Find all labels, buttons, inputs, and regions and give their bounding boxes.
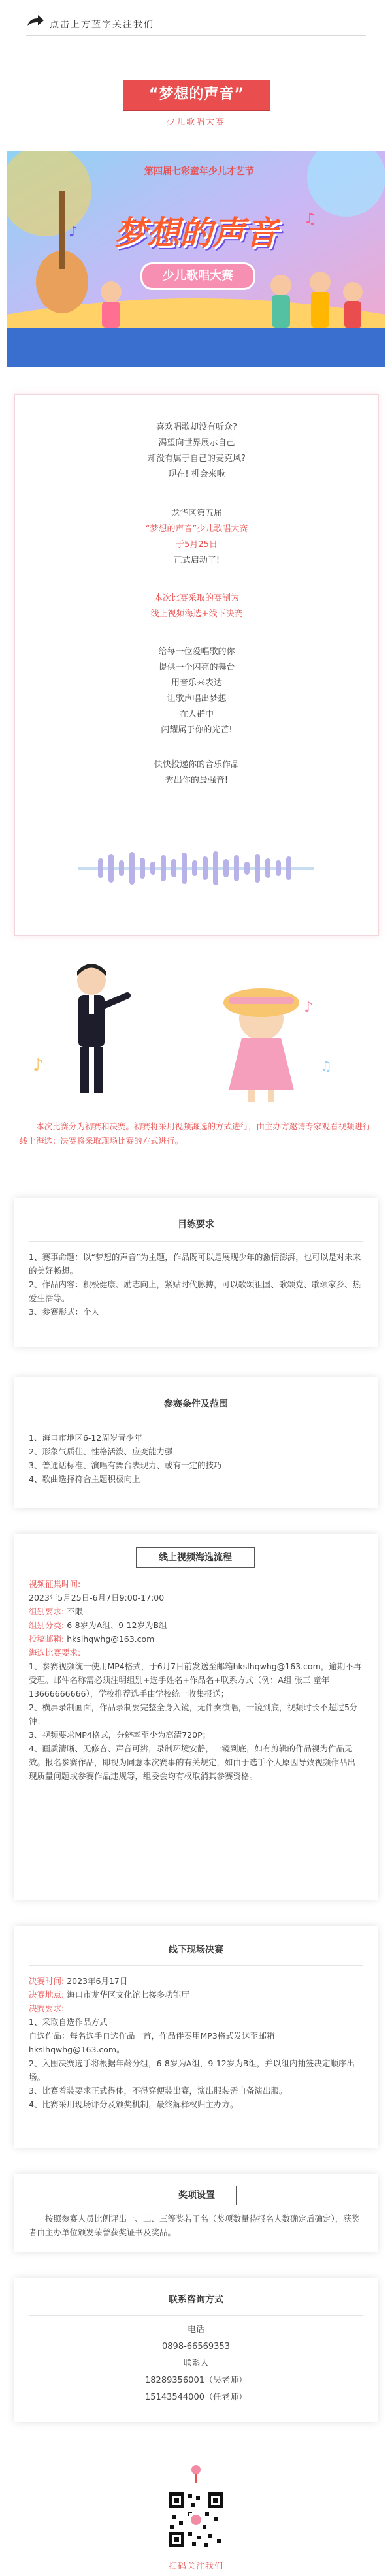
share-arrow-icon xyxy=(26,14,44,27)
contact-list xyxy=(14,2321,378,2406)
event-banner xyxy=(7,151,385,367)
follow-text: 点击上方蓝字关注我们 xyxy=(50,20,154,30)
svg-text:♫: ♫ xyxy=(320,1058,332,1074)
section-online-card xyxy=(14,1534,378,1900)
list-item: 3、视频要求MP4格式，分辨率至少为高清720P； xyxy=(29,1730,211,1740)
section-award-title: 奖项设置 xyxy=(157,2186,237,2205)
section-contact-card xyxy=(14,2278,378,2422)
section-goal-list xyxy=(29,1250,363,1319)
method-line: 线上视频海选+线下决赛 xyxy=(150,609,243,619)
section-final-body xyxy=(29,1974,363,2111)
stage-line: 闪耀属于你的光芒! xyxy=(161,725,233,735)
banner-badge: 第四届七彩童年少儿才艺节 xyxy=(144,166,254,177)
banner-illustration xyxy=(7,151,385,367)
svg-text:♫: ♫ xyxy=(304,211,317,227)
list-item: 2、入围决赛选手将根据年龄分组，6-8岁为A组，9-12岁为B组，并以组内抽签决定顺序出场。 xyxy=(29,2058,355,2082)
intro-question-block xyxy=(15,420,378,482)
list-item: 4、画质清晰、无修音、声音可辨，录制环境安静，一镜到底，如有剪辑的作品视为作品无效。报名参赛作品，即视为同意本次赛事的有关规定，如由于选手个人原因导致视频作品出现质量问题或参赛作品违规等，组委会均有权取消其参赛资格。 xyxy=(29,1744,356,1781)
section-final-card xyxy=(14,1926,378,2148)
email-value[interactable]: hkslhqwhg@163.com xyxy=(67,1634,155,1644)
list-item: 2、形象气质佳、性格活泼、应变能力强 xyxy=(29,1447,173,1456)
event-line: 龙华区第五届 xyxy=(171,509,222,518)
list-item: 4、歌曲选择符合主题积极向上 xyxy=(29,1474,140,1484)
event-line: 于5月25日 xyxy=(176,540,218,550)
list-item: 1、采取自选作品方式 xyxy=(29,2017,108,2027)
intro-cta-block xyxy=(15,757,378,789)
svg-text:♪: ♪ xyxy=(33,1056,44,1075)
requirements-label: 决赛要求: xyxy=(29,2003,65,2013)
contact-line[interactable]: 15143544000（任老师） xyxy=(145,2393,247,2402)
place-label: 决赛地点: xyxy=(29,1990,65,2000)
list-item: 3、参赛形式：个人 xyxy=(29,1307,99,1317)
follow-us-text: 扫码关注我们 xyxy=(168,2562,223,2571)
list-item: 1、海口市地区6-12周岁青少年 xyxy=(29,1433,142,1443)
intro-event-block xyxy=(15,506,378,569)
divider xyxy=(29,1965,363,1966)
section-online-title: 线上视频海选流程 xyxy=(136,1547,255,1568)
divider xyxy=(29,2315,363,2316)
method-line: 本次比赛采取的赛制为 xyxy=(154,593,239,603)
award-text: 按照参赛人员比例评出一、二、三等奖若干名（奖项数量待报名人数确定后确定），获奖者由主办单位颁发荣誉获奖证书及奖品。 xyxy=(29,2214,360,2237)
stage-line: 让歌声唱出梦想 xyxy=(167,694,227,704)
section-contact-title: 联系咨询方式 xyxy=(169,2295,223,2305)
intro-stage-block xyxy=(15,644,378,738)
list-item: 1、参赛视频统一使用MP4格式，于6月7日前发送至邮箱hkslhqwhg@163.com，逾期不再受理。邮件名称需必须注明组别+选手姓名+作品名+联系方式（例：A组 张三 童年 13666666666），学校推荐选手由学校统一收集报送； xyxy=(29,1661,362,1699)
email-label: 投稿邮箱: xyxy=(29,1634,65,1644)
soundwave-decoration xyxy=(78,849,314,888)
cta-line: 快快投递你的音乐作品 xyxy=(154,760,239,770)
contact-line[interactable]: 18289356001（吴老师） xyxy=(145,2376,247,2385)
list-item: 1、赛事命题：以“梦想的声音”为主题，作品既可以是展现少年的激情澎湃，也可以是对未来的美好畅想。 xyxy=(29,1252,361,1276)
date-value: 2023年6月17日 xyxy=(67,1976,128,1986)
list-item: 自选作品：每名选手自选作品一首，作品伴奏用MP3格式发送至邮箱hkslhqwhg@163.com。 xyxy=(29,2031,275,2054)
divider xyxy=(26,35,366,36)
page-subtitle: 少儿歌唱大赛 xyxy=(166,118,225,127)
microphone-icon xyxy=(188,2464,204,2484)
contact-line[interactable]: 0898-66569353 xyxy=(162,2342,230,2351)
stage-line: 在人群中 xyxy=(179,710,214,719)
list-item: 2、作品内容：积极健康、励志向上，紧贴时代脉搏，可以歌颂祖国、歌颂党、歌颂家乡、热爱生活等。 xyxy=(29,1280,361,1303)
place-value: 海口市龙华区文化馆七楼多功能厅 xyxy=(67,1990,189,2000)
singers-illustration xyxy=(7,940,385,1110)
section-goal-title: 目练要求 xyxy=(178,1219,214,1230)
list-item: 2、横屏录制画面，作品录制要完整全身入镜，无伴奏演唱，一镜到底，视频时长不超过5分钟； xyxy=(29,1703,358,1726)
list-item: 3、普通话标准、演唱有舞台表现力、或有一定的技巧 xyxy=(29,1460,222,1470)
section-final-title: 线下现场决赛 xyxy=(169,1945,223,1955)
section-online-body xyxy=(29,1577,363,1783)
section-conditions-card xyxy=(14,1377,378,1508)
svg-text:♪: ♪ xyxy=(69,224,78,240)
section-goal-card xyxy=(14,1198,378,1347)
group-label: 组别分类: xyxy=(29,1620,65,1630)
group-value: 6-8岁为A组、9-12岁为B组 xyxy=(67,1620,167,1630)
qr-code-image[interactable] xyxy=(165,2489,227,2551)
page-title: “梦想的声音” xyxy=(123,80,270,110)
svg-text:♪: ♪ xyxy=(304,999,314,1016)
cta-line: 秀出你的最强音! xyxy=(165,776,229,785)
list-item: 4、比赛采用现场评分及颁奖机制，最终解释权归主办方。 xyxy=(29,2099,238,2109)
competition-note: 本次比赛分为初赛和决赛。初赛将采用视频海选的方式进行，由主办方邀请专家观看视频进行线上海选；决赛将采取现场比赛的方式进行。 xyxy=(20,1122,371,1146)
intro-line: 渴望向世界展示自己 xyxy=(158,438,235,448)
divider xyxy=(29,1241,363,1242)
follow-bar[interactable] xyxy=(0,0,392,37)
stage-line: 用音乐来表达 xyxy=(171,678,222,688)
intro-line: 却没有属于自己的麦克风? xyxy=(148,454,246,463)
stage-line: 给每一位爱唱歌的你 xyxy=(158,647,235,657)
requirements-label: 海选比赛要求: xyxy=(29,1648,81,1657)
time-label: 视频征集时间: xyxy=(29,1579,81,1589)
intro-line: 喜欢唱歌却没有听众? xyxy=(156,422,237,432)
section-conditions-list xyxy=(29,1431,363,1486)
date-label: 决赛时间: xyxy=(29,1976,65,1986)
banner-headline: 梦想的声音 xyxy=(114,214,278,252)
intro-line: 现在! 机会来啦 xyxy=(168,469,225,479)
stage-line: 提供一个闪亮的舞台 xyxy=(158,663,235,672)
time-value: 2023年5月25日-6月7日9:00-17:00 xyxy=(29,1593,165,1603)
section-conditions-title: 参赛条件及范围 xyxy=(164,1399,228,1409)
age-value: 不限 xyxy=(67,1607,84,1616)
list-item: 3、比赛着装要求正式得体，不得穿便装出赛，演出服装需自备演出服。 xyxy=(29,2086,287,2096)
intro-method-block xyxy=(15,591,378,622)
contact-line: 电话 xyxy=(187,2325,204,2334)
section-award-card xyxy=(14,2174,378,2252)
contact-line: 联系人 xyxy=(183,2359,209,2368)
event-line: 正式启动了! xyxy=(173,556,220,565)
banner-ribbon: 少儿歌唱大赛 xyxy=(140,262,255,290)
age-label: 组别要求: xyxy=(29,1607,65,1616)
event-line: “梦想的声音”少儿歌唱大赛 xyxy=(145,524,248,534)
